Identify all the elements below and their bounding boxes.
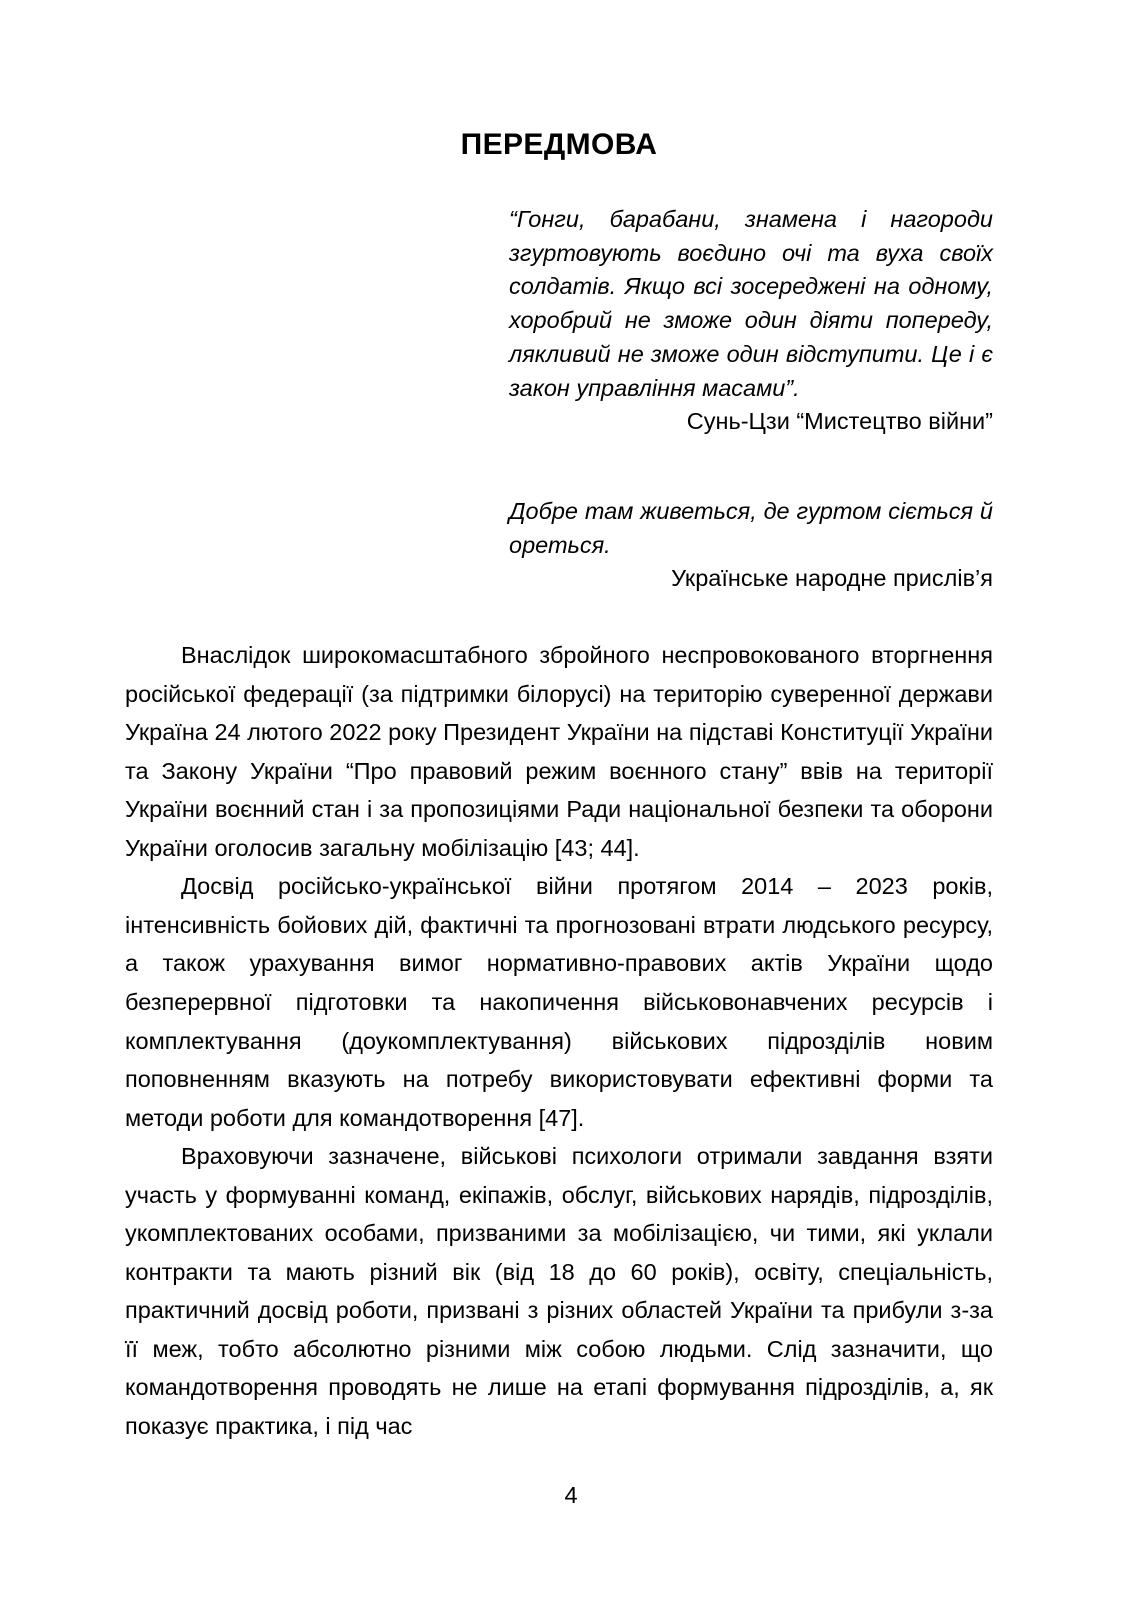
epigraph-text: “Гонги, барабани, знамена і нагороди згуртовують воєдино очі та вуха своїх солдатів. Якщо всі зосереджені на одному, хоробрий не зможе один діяти попереду, лякливий не зможе один відступити. Це і є закон управління масами”.: [509, 206, 993, 401]
page-number: 4: [564, 1482, 578, 1508]
page-title: ПЕРЕДМОВА: [460, 128, 658, 161]
epigraph-block: [125, 203, 993, 596]
epigraph-source: Українське народне прислів’я: [671, 565, 993, 592]
epigraph-source: Сунь-Цзи “Мистецтво війни”: [686, 408, 993, 435]
page-content: [125, 0, 993, 1445]
epigraph-proverb: [509, 495, 993, 596]
epigraph-text: Добре там живеться, де гуртом сіється й ореться.: [509, 498, 993, 558]
epigraph-sun-tzu: [509, 203, 993, 439]
body-paragraph: Внаслідок широкомасштабного збройного неспровокованого вторгнення російської федерації (за підтримки білорусі) на територію суверенної держави Україна 24 лютого 2022 року Президент України на підставі Конституції України та Закону України “Про правовий режим воєнного стану” ввів на території України воєнний стан і за пропозиціями Ради національної безпеки та оборони України оголосив загальну мобілізацію [43; 44].: [125, 642, 993, 861]
body-paragraph: Враховуючи зазначене, військові психологи отримали завдання взяти участь у формуванні команд, екіпажів, обслуг, військових нарядів, підрозділів, укомплектованих особами, призваними за мобілізацією, чи тими, які уклали контракти та мають різний вік (від 18 до 60 років), освіту, спеціальність, практичний досвід роботи, призвані з різних областей України та прибули з-за її меж, тобто абсолютно різними між собою людьми. Слід зазначити, що командотворення проводять не лише на етапі формування підрозділів, а, як показує практика, і під час: [125, 1143, 993, 1439]
body-text: [125, 636, 993, 1445]
body-paragraph: Досвід російсько-української війни протягом 2014 – 2023 років, інтенсивність бойових дій, фактичні та прогнозовані втрати людського ресурсу, а також урахування вимог нормативно-правових актів України щодо безперервної підготовки та накопичення військовонавчених ресурсів і комплектування (доукомплектування) військових підрозділів новим поповненням вказують на потребу використовувати ефективні форми та методи роботи для командотворення [47].: [125, 873, 993, 1131]
